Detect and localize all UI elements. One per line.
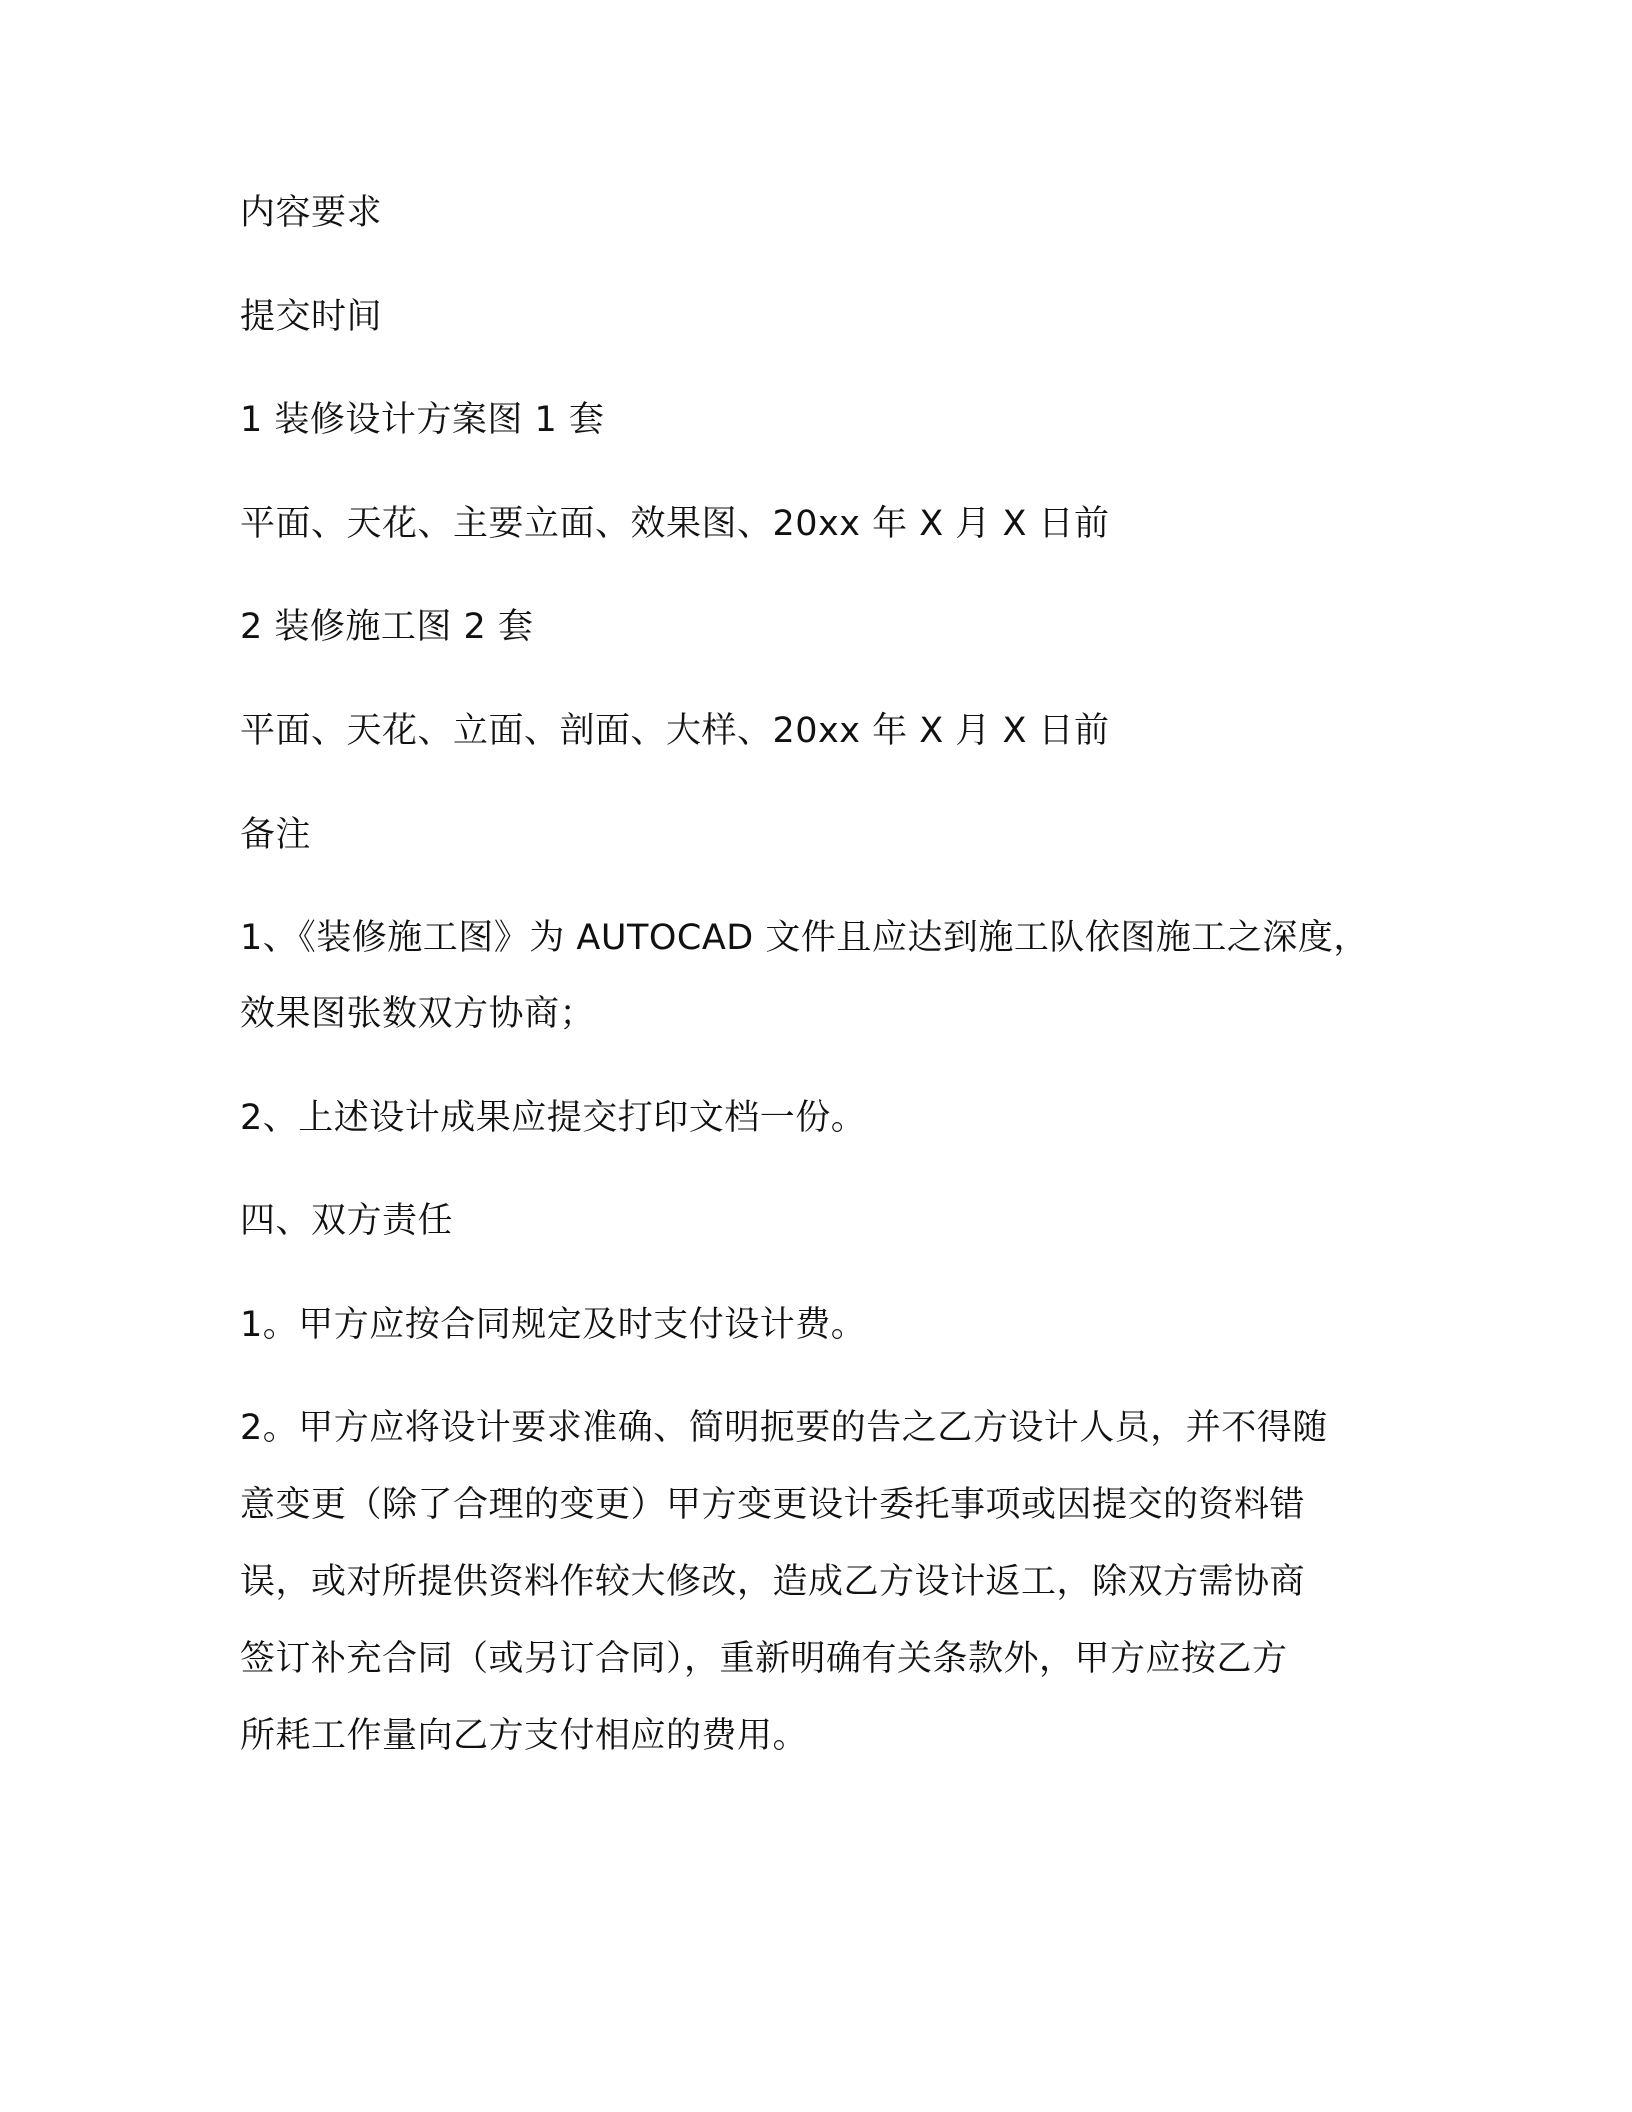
line-item-2-contents: 平面、天花、立面、剖面、大样、20xx 年 X 月 X 日前 [240, 711, 1110, 751]
line-remarks-heading: 备注 [240, 815, 312, 855]
line-duty-2-cont-2: 误，或对所提供资料作较大修改，造成乙方设计返工，除双方需协商 [240, 1562, 1306, 1602]
line-duty-2-cont-3: 签订补充合同（或另订合同），重新明确有关条款外，甲方应按乙方 [240, 1639, 1288, 1679]
line-section-4-heading: 四、双方责任 [240, 1201, 454, 1241]
line-remark-2: 2、上述设计成果应提交打印文档一份。 [240, 1098, 867, 1138]
line-duty-2: 2。甲方应将设计要求准确、简明扼要的告之乙方设计人员，并不得随 [240, 1408, 1328, 1448]
line-duty-2-cont-4: 所耗工作量向乙方支付相应的费用。 [240, 1716, 809, 1756]
line-item-1-scheme-drawings: 1 装修设计方案图 1 套 [240, 400, 605, 440]
line-duty-2-cont-1: 意变更（除了合理的变更）甲方变更设计委托事项或因提交的资料错 [240, 1485, 1306, 1525]
line-submission-time: 提交时间 [240, 297, 383, 337]
line-item-1-contents: 平面、天花、主要立面、效果图、20xx 年 X 月 X 日前 [240, 504, 1110, 544]
line-content-requirements: 内容要求 [240, 193, 383, 233]
line-remark-1-cont: 效果图张数双方协商； [240, 994, 596, 1034]
line-remark-1: 1、《装修施工图》为 AUTOCAD 文件且应达到施工队依图施工之深度， [240, 918, 1369, 958]
line-item-2-construction-drawings: 2 装修施工图 2 套 [240, 607, 534, 647]
line-duty-1: 1。甲方应按合同规定及时支付设计费。 [240, 1305, 867, 1345]
